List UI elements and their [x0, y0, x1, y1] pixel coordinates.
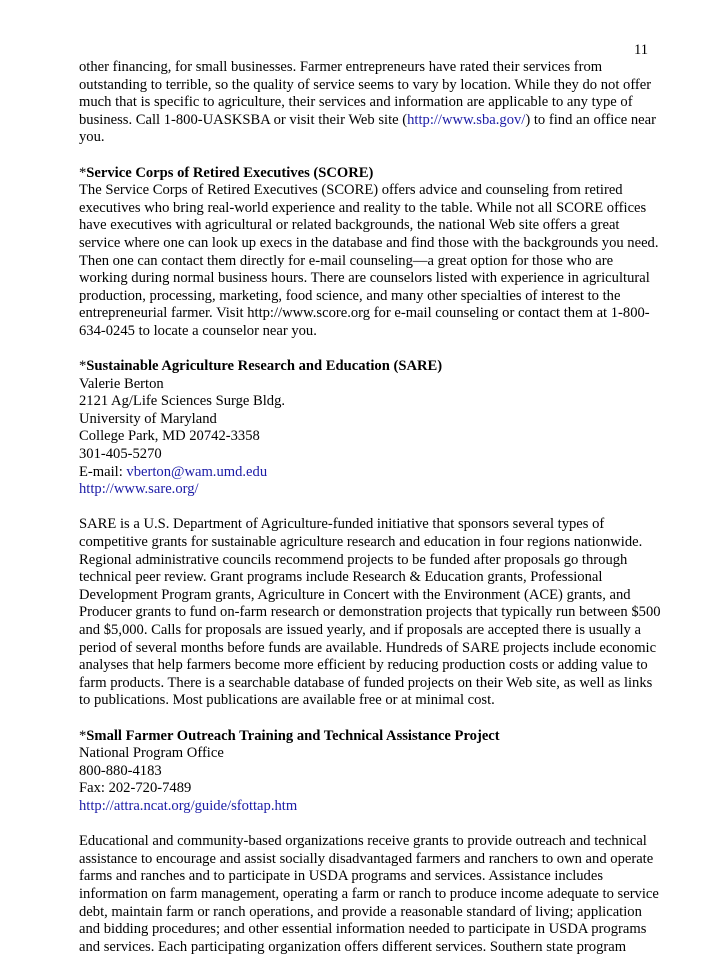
section-heading	[79, 358, 659, 376]
text-line: SARE is a U.S. Department of Agriculture-funded initiative that sponsors several types of	[79, 516, 605, 533]
email-label: E-mail:	[79, 463, 127, 480]
text-line: and $5,000. Calls for proposals are issued yearly, and if proposals are accepted there is usually a	[79, 622, 641, 638]
text-line: outstanding to terrible, so the quality of service seems to vary by location. While they do not offer	[79, 76, 652, 93]
address-line: 2121 Ag/Life Sciences Surge Bldg.	[79, 393, 286, 410]
text-line: entrepreneurial farmer. Visit http://www.score.org for e-mail counseling or contact them at 1-800-	[79, 305, 650, 322]
text-line: The Service Corps of Retired Executives (SCORE) offers advice and counseling from retired	[79, 182, 623, 199]
text-line: competitive grants for sustainable agriculture research and education in four regions nationwide.	[79, 534, 643, 551]
text-line: Development Program grants, Agriculture in Concert with the Environment (ACE) grants, and	[79, 586, 631, 603]
address-line: College Park, MD 20742-3358	[79, 428, 260, 445]
text-line: Producer grants to fund on-farm research or demonstration projects that typically run between $500	[79, 604, 661, 621]
score-heading: Service Corps of Retired Executives (SCORE)	[86, 164, 374, 181]
asterisk: *	[79, 727, 87, 744]
contact-name: Valerie Berton	[79, 375, 164, 392]
text-line: other financing, for small businesses. Farmer entrepreneurs have rated their services from	[79, 59, 603, 75]
office-name: National Program Office	[79, 745, 224, 762]
spacer	[79, 341, 659, 359]
text-line: debt, maintain farm or ranch operations, and provide a reasonable standard of living; application	[79, 903, 642, 920]
text-line: and services. Each participating organization offers different services. Southern state program	[79, 938, 627, 955]
sare-contact	[79, 358, 659, 499]
sba-link[interactable]: http://www.sba.gov/	[407, 111, 526, 128]
text-line: working during normal business hours. There are counselors listed with experience in agricultural	[79, 270, 650, 287]
email-line	[79, 464, 659, 482]
spacer	[79, 710, 659, 728]
text-line: you.	[79, 129, 105, 146]
text-line: have executives with agricultural or related backgrounds, the national Web site offers a great	[79, 217, 620, 234]
text-line: assistance to encourage and assist socially disadvantaged farmers and ranchers to own and operate	[79, 850, 654, 867]
text-line: period of several months before funds are available. Hundreds of SARE projects include economic	[79, 639, 657, 656]
fax-number: Fax: 202-720-7489	[79, 780, 192, 797]
sare-paragraph	[79, 516, 659, 710]
spacer	[79, 499, 659, 517]
text-line: technical peer review. Grant programs include Research & Education grants, Professional	[79, 569, 603, 586]
sba-paragraph	[79, 59, 659, 147]
text-segment: ) to find an office near	[525, 111, 656, 128]
text-line: 634-0245 to locate a counselor near you.	[79, 322, 317, 339]
phone-number: 301-405-5270	[79, 446, 162, 463]
sare-heading: Sustainable Agriculture Research and Education (SARE)	[86, 358, 443, 375]
text-line: service where one can look up execs in the database and find those with the backgrounds you need.	[79, 234, 659, 251]
section-heading	[79, 165, 659, 183]
text-line: production, processing, marketing, food science, and many other specialties of interest to the	[79, 287, 621, 304]
text-segment: business. Call 1-800-UASKSBA or visit their Web site (	[79, 111, 408, 128]
page-content	[79, 59, 659, 956]
score-section	[79, 165, 659, 341]
address-line: University of Maryland	[79, 410, 217, 427]
text-line: executives who bring real-world experience and reality to the table. While not all SCORE offices	[79, 199, 647, 216]
asterisk: *	[79, 164, 87, 181]
outreach-url-link[interactable]: http://attra.ncat.org/guide/sfottap.htm	[79, 797, 298, 814]
section-heading	[79, 728, 659, 746]
text-line: Then one can contact them directly for e-mail counseling—a great option for those who are	[79, 252, 614, 269]
text-line: analyses that help farmers become more efficient by reducing production costs or adding value to	[79, 657, 648, 674]
text-line: Educational and community-based organizations receive grants to provide outreach and technical	[79, 833, 647, 850]
text-line: and bidding procedures; and other essential information needed to participate in USDA programs	[79, 921, 647, 938]
text-line: to publications. Most publications are available free or at minimal cost.	[79, 692, 495, 709]
text-line: farms and ranches and to participate in USDA programs and services. Assistance includes	[79, 868, 604, 885]
page-number: 11	[633, 42, 648, 58]
outreach-heading: Small Farmer Outreach Training and Technical Assistance Project	[86, 727, 500, 744]
text-line	[79, 112, 659, 130]
text-line: information on farm management, operating a farm or ranch to produce income adequate to service	[79, 885, 659, 902]
text-line: Regional administrative councils recommend projects to be funded after proposals go through	[79, 551, 628, 568]
outreach-paragraph	[79, 833, 659, 956]
sare-url-link[interactable]: http://www.sare.org/	[79, 481, 199, 498]
phone-number: 800-880-4183	[79, 762, 162, 779]
text-line: much that is specific to agriculture, their services and information are applicable to any type of	[79, 94, 633, 111]
spacer	[79, 147, 659, 165]
asterisk: *	[79, 358, 87, 375]
text-line: farm products. There is a searchable database of funded projects on their Web site, as well as links	[79, 674, 653, 691]
email-link[interactable]: vberton@wam.umd.edu	[126, 463, 268, 480]
spacer	[79, 816, 659, 834]
outreach-contact	[79, 728, 659, 816]
